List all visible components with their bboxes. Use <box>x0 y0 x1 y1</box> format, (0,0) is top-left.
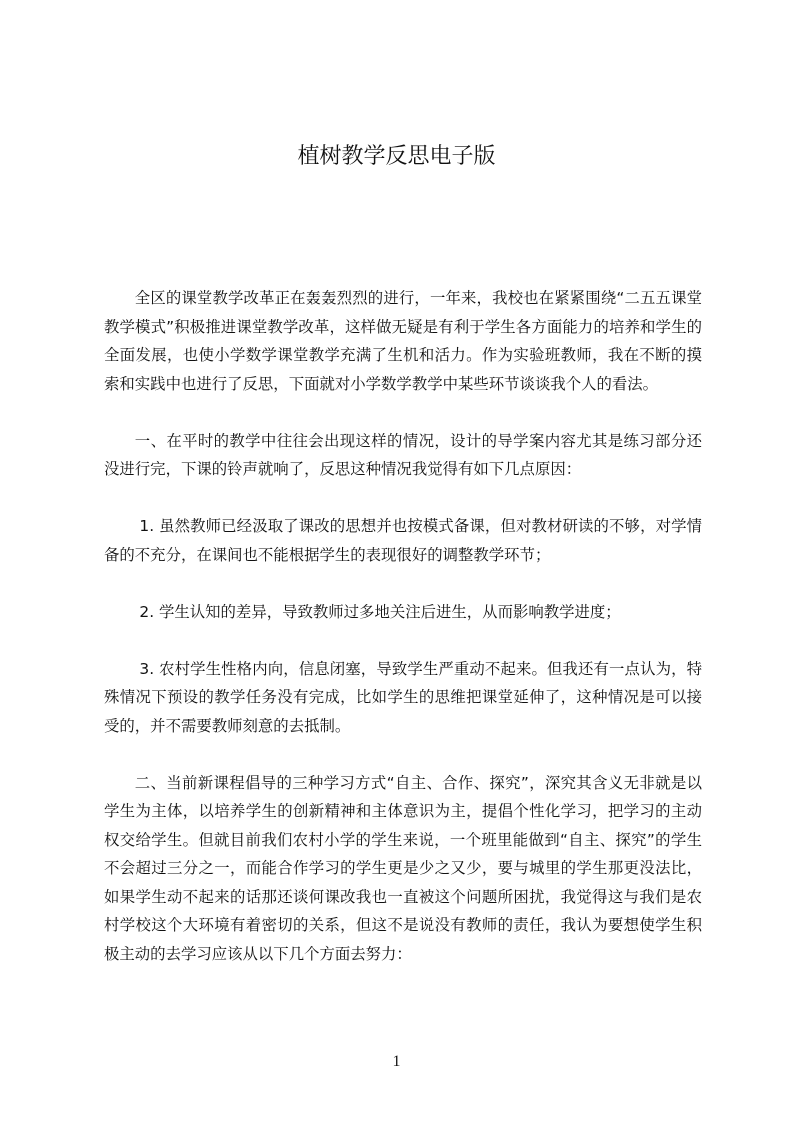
document-body <box>104 284 702 997</box>
paragraph-section-one: 一、在平时的教学中往往会出现这样的情况，设计的导学案内容尤其是练习部分还没进行完，下课的铃声就响了，反思这种情况我觉得有如下几点原因： <box>104 431 702 478</box>
paragraph-reason-2: 2. 学生认知的差异，导致教师过多地关注后进生，从而影响教学进度； <box>139 602 621 621</box>
page-number: 1 <box>392 1053 401 1070</box>
paragraph-section-two: 二、当前新课程倡导的三种学习方式“自主、合作、探究”，深究其含义无非就是以学生为主体，以培养学生的创新精神和主体意识为主，提倡个性化学习，把学习的主动权交给学生。但就目前我们农村小学的学生来说，一个班里能做到“自主、探究”的学生不会超过三分之一，而能合作学习的学生更是少之又少，要与城里的学生那更没法比，如果学生动不起来的话那还谈何课改我也一直被这个问题所困扰，我觉得这与我们是农村学校这个大环境有着密切的关系，但这不是说没有教师的责任，我认为要想使学生积极主动的去学习应该从以下几个方面去努力： <box>104 773 702 963</box>
paragraph-reason-3: 3. 农村学生性格内向，信息闭塞，导致学生严重动不起来。但我还有一点认为，特殊情况下预设的教学任务没有完成，比如学生的思维把课堂延伸了，这种情况是可以接受的，并不需要教师刻意的去抵制。 <box>104 659 702 735</box>
paragraph-reason-1: 1. 虽然教师已经汲取了课改的思想并也按模式备课，但对教材研读的不够，对学情备的不充分，在课间也不能根据学生的表现很好的调整教学环节； <box>104 517 702 564</box>
paragraph-intro: 全区的课堂教学改革正在轰轰烈烈的进行，一年来，我校也在紧紧围绕“二五五课堂教学模式”积极推进课堂教学改革，这样做无疑是有利于学生各方面能力的培养和学生的全面发展，也使小学数学课堂教学充满了生机和活力。作为实验班教师，我在不断的摸索和实践中也进行了反思，下面就对小学数学教学中某些环节谈谈我个人的看法。 <box>104 289 702 393</box>
document-title: 植树教学反思电子版 <box>297 144 496 169</box>
